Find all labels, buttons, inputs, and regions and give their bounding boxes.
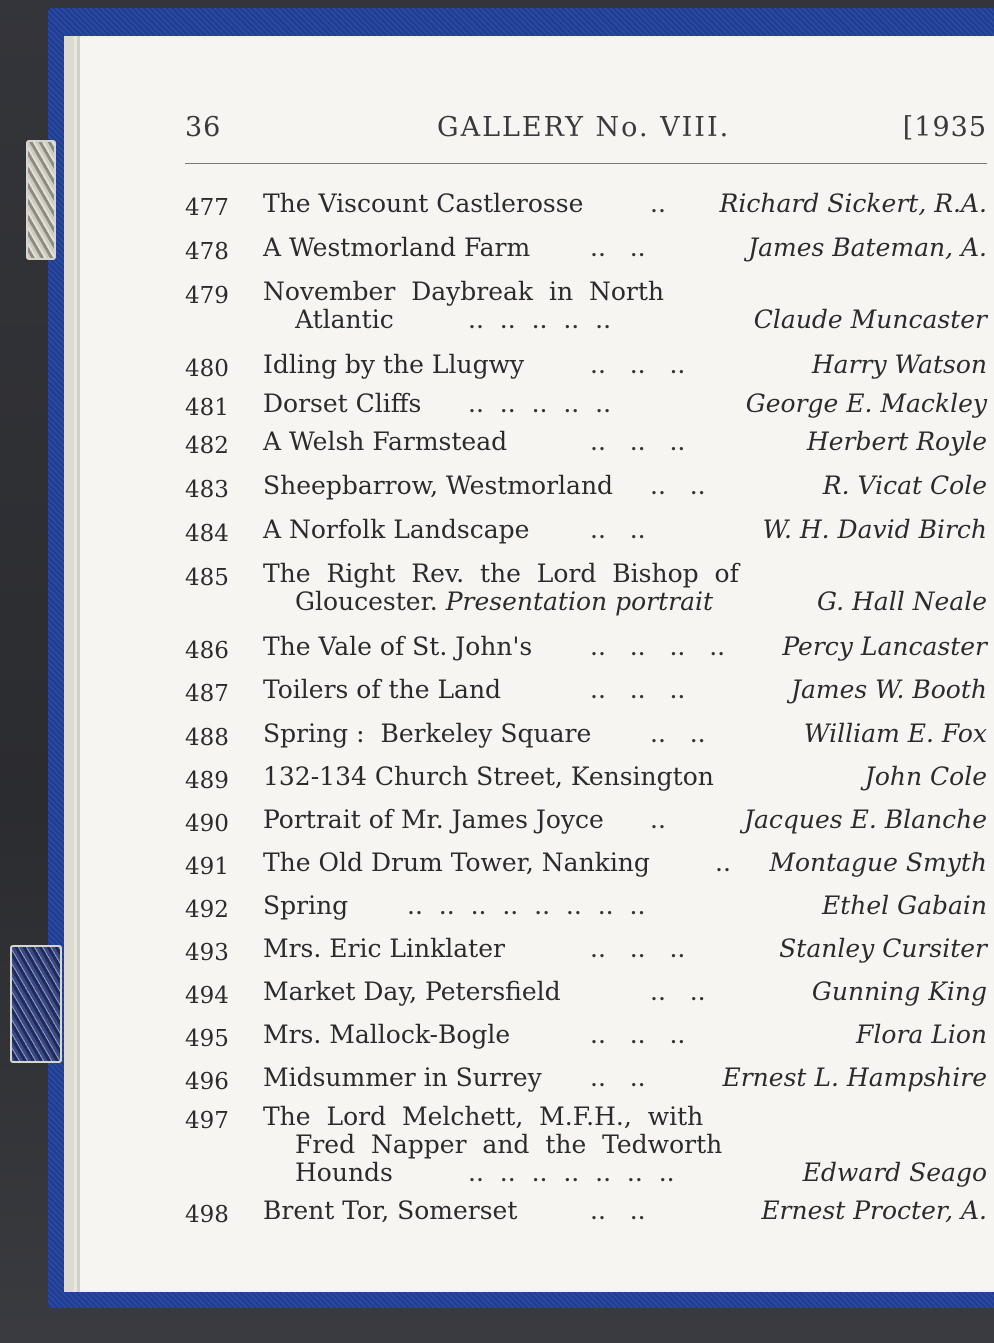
entry-title-line2: Gloucester. — [295, 587, 438, 616]
entry-number: 492 — [185, 897, 229, 923]
leader-dots: .. .. .. — [590, 675, 686, 704]
leader-dots: .. .. .. .. .. .. .. .. — [407, 891, 646, 920]
entry-number: 490 — [185, 811, 229, 837]
entry-title: A Welsh Farmstead — [263, 427, 508, 456]
entry-number: 486 — [185, 638, 229, 664]
entry-title: Spring — [263, 891, 349, 920]
entry-title: Portrait of Mr. James Joyce — [263, 805, 604, 834]
entry-number: 480 — [185, 356, 229, 382]
entry-artist: Jacques E. Blanche — [743, 805, 987, 834]
leader-dots: .. — [650, 805, 666, 834]
catalogue-entry — [185, 1064, 990, 1094]
entry-artist: Herbert Royle — [806, 427, 987, 456]
catalogue-entry — [185, 278, 990, 336]
catalogue-entry — [185, 516, 990, 546]
catalogue-entry — [185, 806, 990, 836]
entry-artist: John Cole — [864, 762, 987, 791]
entry-title: The Viscount Castlerosse — [263, 189, 584, 218]
entry-artist: Edward Seago — [802, 1158, 987, 1187]
leader-dots: .. .. — [650, 977, 706, 1006]
entry-artist: Stanley Cursiter — [779, 934, 987, 963]
entry-number: 497 — [185, 1108, 229, 1134]
catalogue-entry — [185, 849, 990, 879]
catalogue-entry — [185, 351, 990, 381]
entry-artist: Percy Lancaster — [782, 632, 987, 661]
entry-artist: Ernest Procter, A. — [761, 1196, 987, 1225]
entry-number: 482 — [185, 433, 229, 459]
catalogue-entry — [185, 428, 990, 458]
entry-title-continued: Fred Napper and the Tedworth — [295, 1130, 723, 1159]
entry-number: 493 — [185, 940, 229, 966]
entry-artist: George E. Mackley — [745, 389, 987, 418]
catalogue-entry — [185, 1197, 990, 1227]
entry-title: Brent Tor, Somerset — [263, 1196, 518, 1225]
catalogue-entry — [185, 892, 990, 922]
entry-title-note: Presentation portrait — [445, 587, 714, 616]
entry-title: November Daybreak in North — [263, 277, 664, 306]
catalogue-entry — [185, 472, 990, 502]
catalogue-entry — [185, 190, 990, 220]
entry-number: 477 — [185, 195, 229, 221]
entry-title-continued-2: Hounds — [295, 1158, 393, 1187]
leader-dots: .. .. .. — [590, 350, 686, 379]
entry-number: 489 — [185, 768, 229, 794]
binding-tab-top — [26, 140, 56, 260]
entry-number: 481 — [185, 395, 229, 421]
gallery-title: GALLERY No. VIII. — [437, 112, 731, 143]
leader-dots: .. .. — [590, 515, 646, 544]
catalogue-entry — [185, 763, 990, 793]
entry-artist: R. Vicat Cole — [822, 471, 987, 500]
leader-dots: .. .. — [650, 719, 706, 748]
leader-dots: .. — [715, 848, 731, 877]
entry-artist: Flora Lion — [856, 1020, 987, 1049]
entry-title: A Norfolk Landscape — [263, 515, 530, 544]
entry-title: Toilers of the Land — [263, 675, 502, 704]
catalogue-entry — [185, 720, 990, 750]
leader-dots: .. — [650, 189, 666, 218]
entry-artist: Ethel Gabain — [821, 891, 987, 920]
entry-number: 495 — [185, 1026, 229, 1052]
entry-artist: Richard Sickert, R.A. — [719, 189, 987, 218]
entry-artist: Harry Watson — [811, 350, 987, 379]
entry-title: Sheepbarrow, Westmorland — [263, 471, 614, 500]
entry-title: Midsummer in Surrey — [263, 1063, 542, 1092]
entry-title: Mrs. Mallock-Bogle — [263, 1020, 511, 1049]
catalogue-entry — [185, 676, 990, 706]
leader-dots: .. .. — [590, 1063, 646, 1092]
entry-number: 479 — [185, 283, 229, 309]
entry-number: 487 — [185, 681, 229, 707]
entry-number: 494 — [185, 983, 229, 1009]
entry-number: 498 — [185, 1202, 229, 1228]
catalogue-entry — [185, 560, 990, 618]
entry-title: 132-134 Church Street, Kensington — [263, 762, 714, 791]
entry-artist: Ernest L. Hampshire — [722, 1063, 987, 1092]
catalogue-entry — [185, 633, 990, 663]
leader-dots: .. .. .. — [590, 1020, 686, 1049]
entry-title: Dorset Cliffs — [263, 389, 422, 418]
catalogue-entry — [185, 234, 990, 264]
entry-title: Spring : Berkeley Square — [263, 719, 592, 748]
entry-artist: James W. Booth — [790, 675, 987, 704]
leader-dots: .. .. — [590, 233, 646, 262]
catalogue-year: [1935 — [902, 112, 987, 143]
catalogue-entry — [185, 978, 990, 1008]
entry-artist: Montague Smyth — [769, 848, 987, 877]
catalogue-entry — [185, 935, 990, 965]
leader-dots: .. .. .. .. — [590, 632, 726, 661]
entry-number: 478 — [185, 239, 229, 265]
entry-title: The Right Rev. the Lord Bishop of — [263, 559, 739, 588]
entry-title: The Vale of St. John's — [263, 632, 533, 661]
entry-artist: Gunning King — [811, 977, 987, 1006]
entry-title: The Old Drum Tower, Nanking — [263, 848, 650, 877]
entry-title: Mrs. Eric Linklater — [263, 934, 505, 963]
entry-number: 485 — [185, 565, 229, 591]
entry-artist: G. Hall Neale — [817, 587, 987, 616]
entry-artist: W. H. David Birch — [762, 515, 987, 544]
entry-number: 488 — [185, 725, 229, 751]
entry-number: 483 — [185, 477, 229, 503]
leader-dots: .. .. — [650, 471, 706, 500]
entry-artist: William E. Fox — [803, 719, 987, 748]
leader-dots: .. .. .. — [590, 427, 686, 456]
entry-title: A Westmorland Farm — [263, 233, 531, 262]
leader-dots: .. .. .. — [590, 934, 686, 963]
entry-title-continued: Atlantic — [295, 305, 394, 334]
leader-dots: .. .. .. .. .. — [468, 389, 612, 418]
entry-title-continued — [295, 588, 713, 616]
entry-number: 484 — [185, 521, 229, 547]
catalogue-entry — [185, 1021, 990, 1051]
leader-dots: .. .. .. .. .. .. .. — [468, 1158, 675, 1187]
catalogue-entry — [185, 1103, 990, 1189]
entry-artist: James Bateman, A. — [748, 233, 987, 262]
binding-tab-bottom — [10, 945, 62, 1063]
page-number: 36 — [185, 112, 222, 143]
leader-dots: .. .. — [590, 1196, 646, 1225]
catalogue-entry — [185, 390, 990, 420]
entry-artist: Claude Muncaster — [753, 305, 987, 334]
entry-title: Idling by the Llugwy — [263, 350, 525, 379]
page-header — [185, 112, 987, 152]
entry-number: 496 — [185, 1069, 229, 1095]
entry-title: The Lord Melchett, M.F.H., with — [263, 1102, 704, 1131]
header-rule — [185, 163, 987, 164]
leader-dots: .. .. .. .. .. — [468, 305, 612, 334]
entry-title: Market Day, Petersfield — [263, 977, 561, 1006]
entry-number: 491 — [185, 854, 229, 880]
